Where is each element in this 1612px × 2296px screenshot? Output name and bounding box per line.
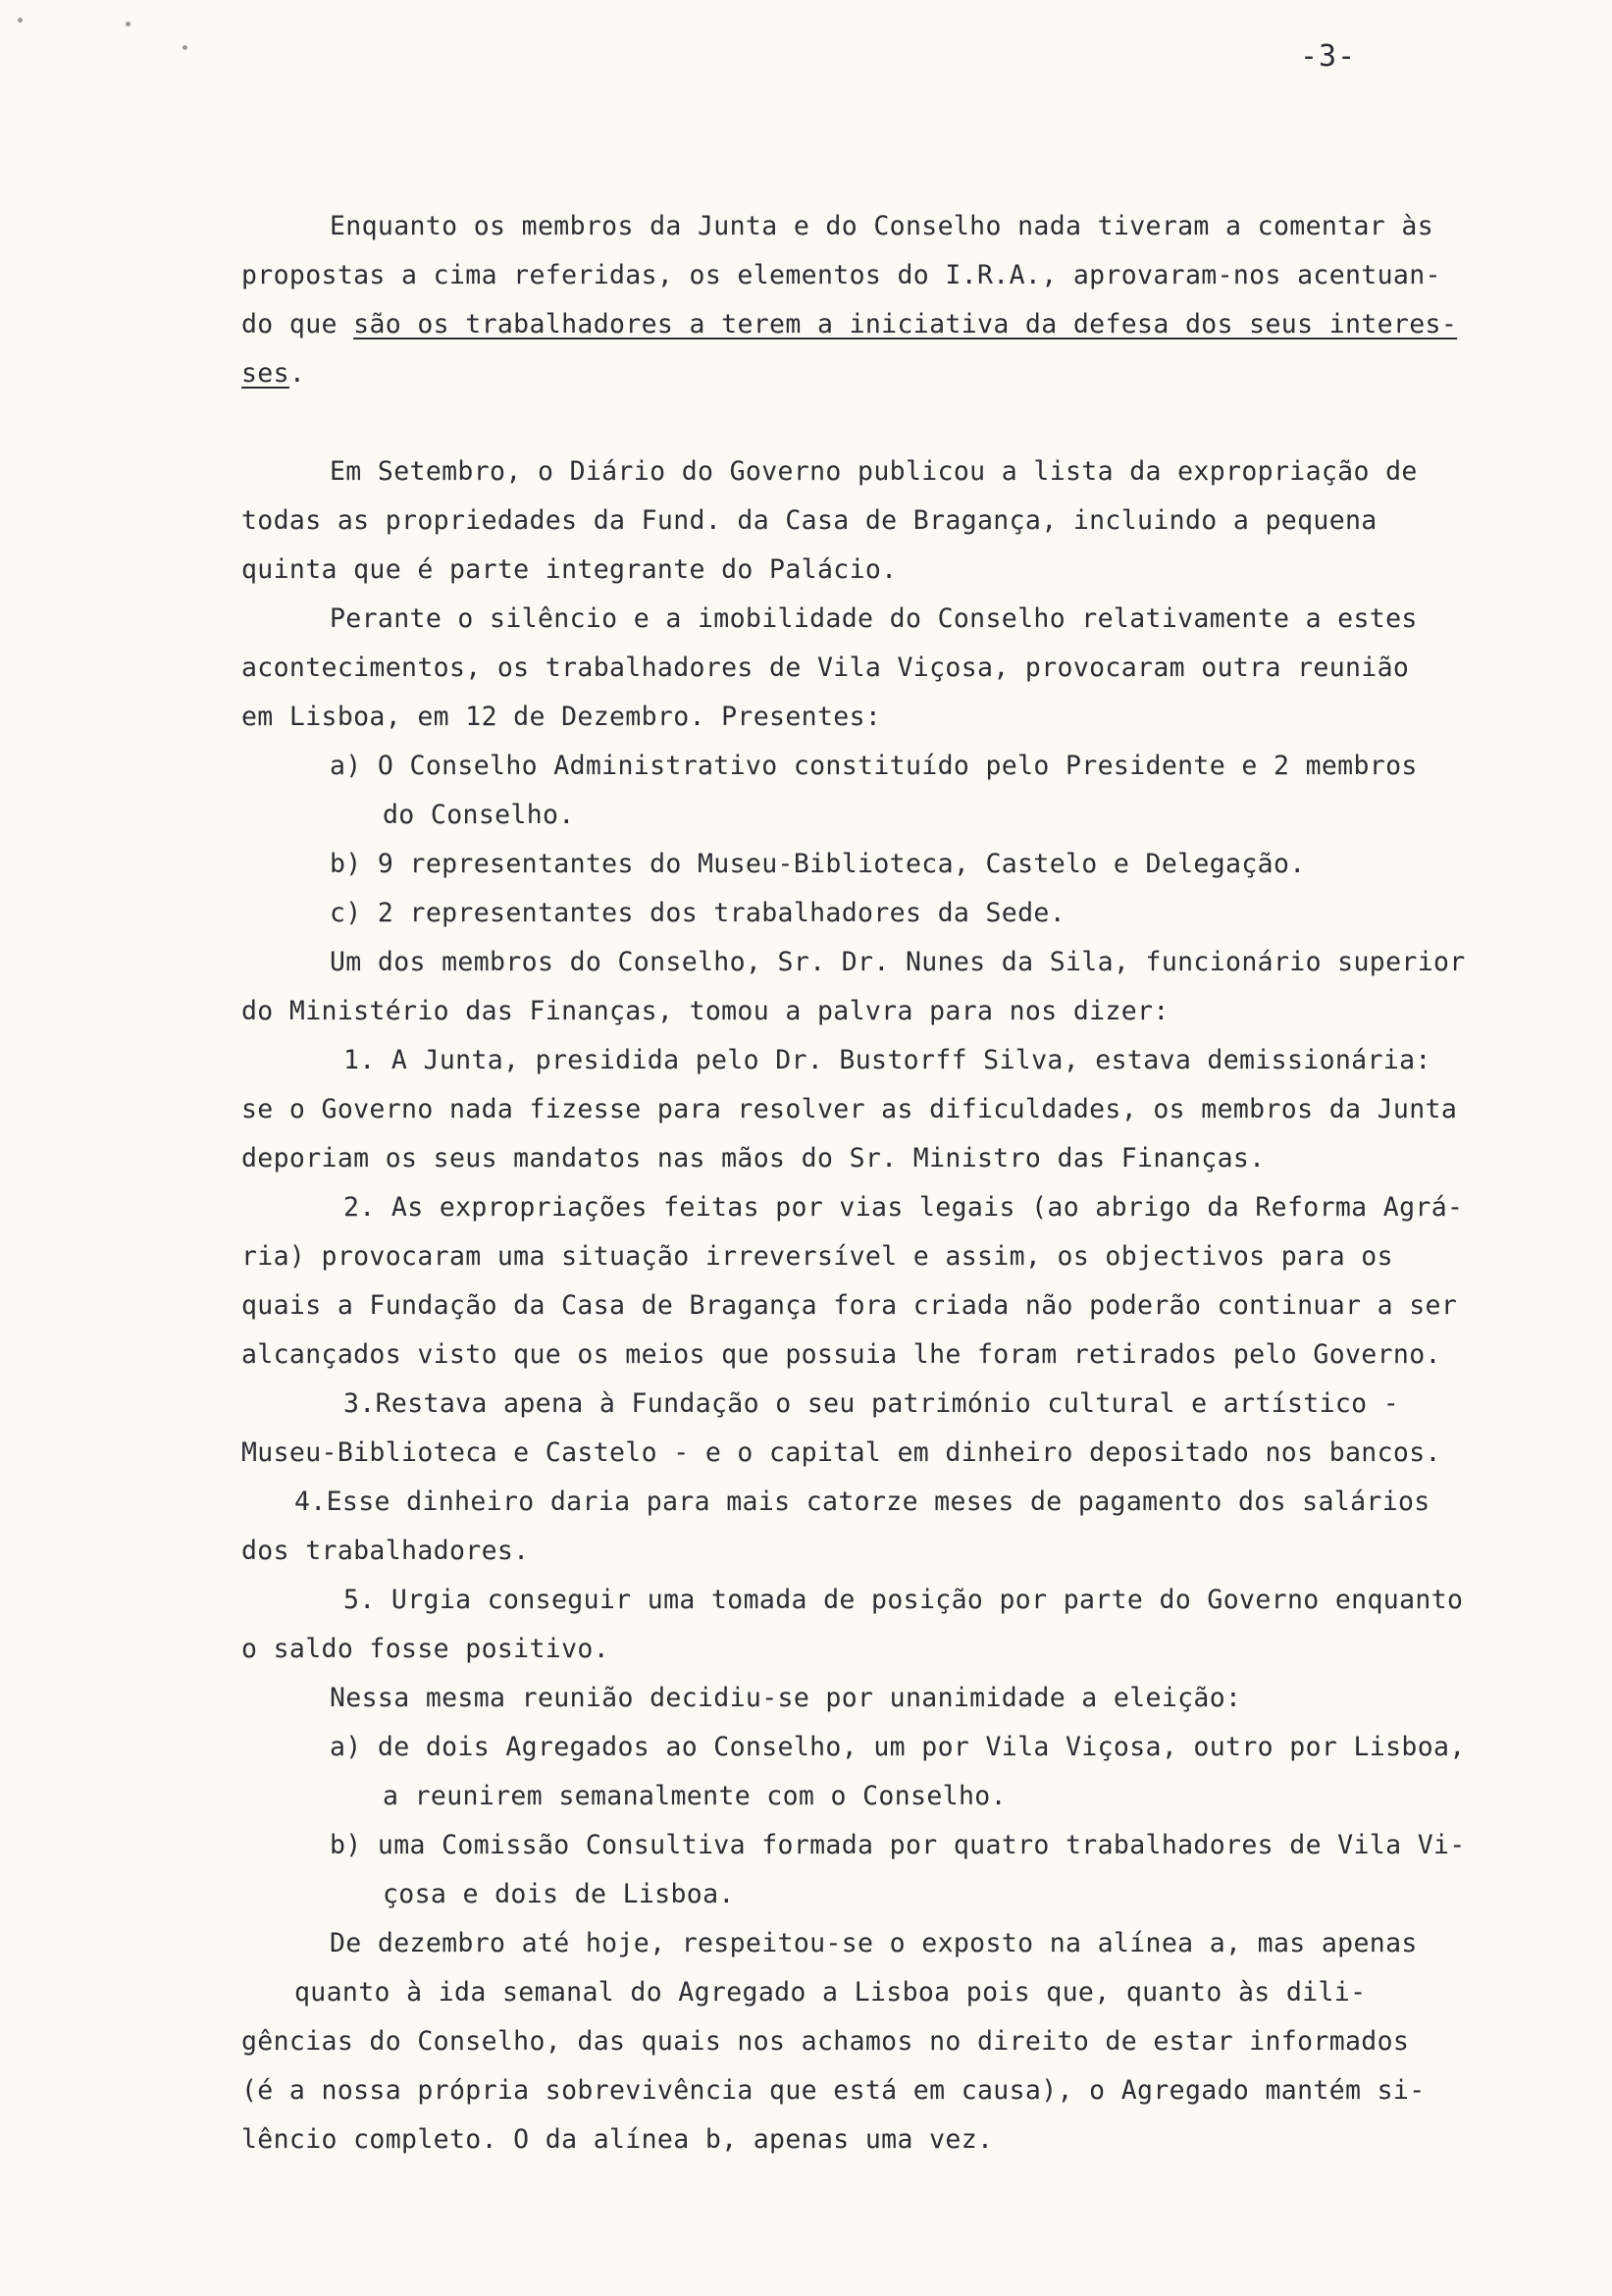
text-line: Perante o silêncio e a imobilidade do Conselho relativamente a estes	[330, 603, 1418, 634]
text-line: De dezembro até hoje, respeitou-se o exposto na alínea a, mas apenas	[330, 1928, 1418, 1958]
text-line: a reunirem semanalmente com o Conselho.	[383, 1781, 1007, 1811]
text-line: çosa e dois de Lisboa.	[383, 1879, 735, 1909]
text-line: c) 2 representantes dos trabalhadores da Sede.	[330, 898, 1066, 928]
text-line: Enquanto os membros da Junta e do Conselho nada tiveram a comentar às	[330, 211, 1433, 241]
text-line: Um dos membros do Conselho, Sr. Dr. Nunes da Sila, funcionário superior	[330, 947, 1466, 977]
page-number: -3-	[1300, 39, 1357, 74]
text-line: dos trabalhadores.	[241, 1536, 530, 1566]
paper-speck	[182, 45, 187, 50]
text-line	[241, 308, 1457, 341]
text-line: 4.Esse dinheiro daria para mais catorze meses de pagamento dos salários	[294, 1487, 1430, 1517]
underlined-text: são os trabalhadores a terem a iniciativa da defesa dos seus interes-	[353, 309, 1458, 339]
text-line: Nessa mesma reunião decidiu-se por unanimidade a eleição:	[330, 1683, 1242, 1713]
paper-speck	[126, 22, 130, 26]
text-line: 3.Restava apena à Fundação o seu património cultural e artístico -	[343, 1388, 1400, 1419]
text-line: quanto à ida semanal do Agregado a Lisboa pois que, quanto às dili-	[294, 1977, 1367, 2008]
text-line: ria) provocaram uma situação irreversível e assim, os objectivos para os	[241, 1241, 1393, 1272]
text-segment: .	[288, 358, 306, 389]
text-line: deporiam os seus mandatos nas mãos do Sr. Ministro das Finanças.	[241, 1143, 1266, 1174]
text-line: do Conselho.	[383, 800, 575, 830]
text-line: Museu-Biblioteca e Castelo - e o capital em dinheiro depositado nos bancos.	[241, 1437, 1441, 1468]
text-line: acontecimentos, os trabalhadores de Vila Viçosa, provocaram outra reunião	[241, 652, 1410, 683]
text-line: b) 9 representantes do Museu-Biblioteca, Castelo e Delegação.	[330, 849, 1306, 879]
text-line: quais a Fundação da Casa de Bragança fora criada não poderão continuar a ser	[241, 1290, 1458, 1321]
text-line: gências do Conselho, das quais nos achamos no direito de estar informados	[241, 2026, 1410, 2057]
text-line: 1. A Junta, presidida pelo Dr. Bustorff Silva, estava demissionária:	[343, 1045, 1431, 1075]
text-line: (é a nossa própria sobrevivência que está em causa), o Agregado mantém si-	[241, 2075, 1426, 2106]
text-line: se o Governo nada fizesse para resolver as dificuldades, os membros da Junta	[241, 1094, 1458, 1124]
text-line: 2. As expropriações feitas por vias legais (ao abrigo da Reforma Agrá-	[343, 1192, 1464, 1223]
text-line: a) de dois Agregados ao Conselho, um por Vila Viçosa, outro por Lisboa,	[330, 1732, 1466, 1762]
text-line: Em Setembro, o Diário do Governo publicou a lista da expropriação de	[330, 456, 1418, 487]
text-line: em Lisboa, em 12 de Dezembro. Presentes:	[241, 702, 882, 732]
text-line: b) uma Comissão Consultiva formada por quatro trabalhadores de Vila Vi-	[330, 1830, 1466, 1860]
text-line: quinta que é parte integrante do Palácio.	[241, 554, 898, 585]
text-line	[241, 357, 305, 391]
text-line: do Ministério das Finanças, tomou a palvra para nos dizer:	[241, 996, 1170, 1026]
text-line: alcançados visto que os meios que possuia lhe foram retirados pelo Governo.	[241, 1339, 1441, 1370]
text-line: propostas a cima referidas, os elementos do I.R.A., aprovaram-nos acentuan-	[241, 260, 1441, 290]
text-line: lêncio completo. O da alínea b, apenas uma vez.	[241, 2124, 994, 2155]
text-line: a) O Conselho Administrativo constituído pelo Presidente e 2 membros	[330, 751, 1418, 781]
text-line: o saldo fosse positivo.	[241, 1634, 609, 1664]
text-line: todas as propriedades da Fund. da Casa de Bragança, incluindo a pequena	[241, 505, 1378, 536]
text-line: 5. Urgia conseguir uma tomada de posição por parte do Governo enquanto	[343, 1585, 1464, 1615]
text-segment: do que	[241, 309, 354, 339]
paper-speck	[18, 18, 23, 23]
underlined-text: ses	[241, 358, 289, 389]
